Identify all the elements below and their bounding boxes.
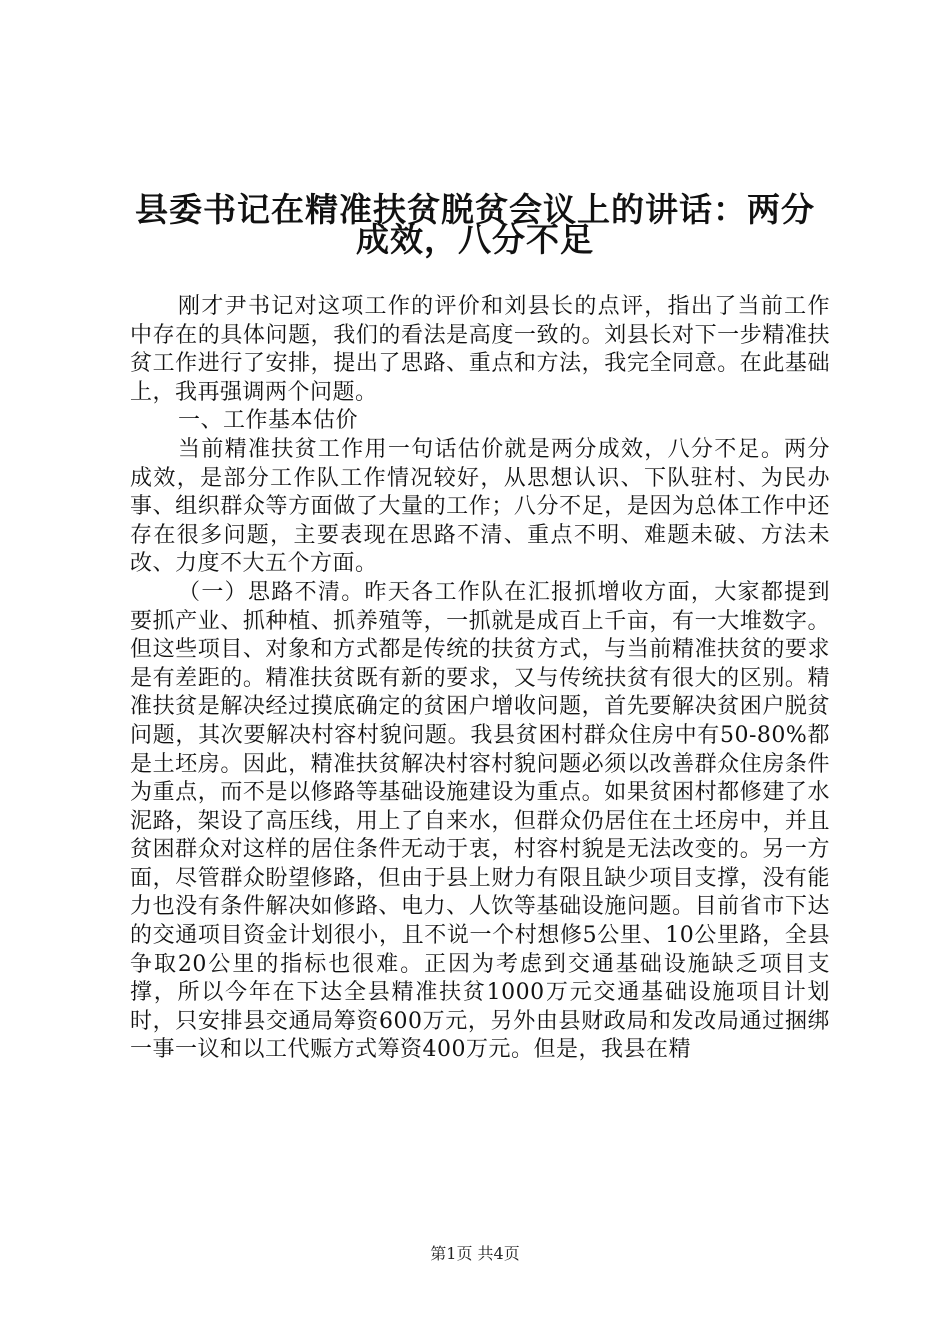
document-title-line-2: 成效，八分不足 <box>356 220 594 259</box>
document-title-line-1: 县委书记在精准扶贫脱贫会议上的讲话：两分 <box>135 190 815 229</box>
document-body <box>130 293 830 1065</box>
paragraph-assessment: 当前精准扶贫工作用一句话估价就是两分成效，八分不足。两分成效，是部分工作队工作情况较好，从思想认识、下队驻村、为民办事、组织群众等方面做了大量的工作；八分不足，是因为总体工作中还存在很多问题，主要表现在思路不清、重点不明、难题未破、方法未改、力度不大五个方面。 <box>130 436 830 577</box>
section-heading-1: 一、工作基本估价 <box>178 408 359 434</box>
paragraph-subsection-1: （一）思路不清。昨天各工作队在汇报抓增收方面，大家都提到要抓产业、抓种植、抓养殖等，一抓就是成百上千亩，有一大堆数字。但这些项目、对象和方式都是传统的扶贫方式，与当前精准扶贫的要求是有差距的。精准扶贫既有新的要求，又与传统扶贫有很大的区别。精准扶贫是解决经过摸底确定的贫困户增收问题，首先要解决贫困户脱贫问题，其次要解决村容村貌问题。我县贫困村群众住房中有50-80%都是土坯房。因此，精准扶贫解决村容村貌问题必须以改善群众住房条件为重点，而不是以修路等基础设施建设为重点。如果贫困村都修建了水泥路，架设了高压线，用上了自来水，但群众仍居住在土坯房中，并且贫困群众对这样的居住条件无动于衷，村容村貌是无法改变的。另一方面，尽管群众盼望修路，但由于县上财力有限且缺少项目支撑，没有能力也没有条件解决如修路、电力、人饮等基础设施问题。目前省市下达的交通项目资金计划很小，且不说一个村想修5公里、10公里路，全县争取20公里的指标也很难。正因为考虑到交通基础设施缺乏项目支撑，所以今年在下达全县精准扶贫1000万元交通基础设施项目计划时，只安排县交通局筹资600万元，另外由县财政局和发改局通过捆绑一事一议和以工代赈方式筹资400万元。但是，我县在精 <box>130 579 830 1063</box>
page-footer: 第1页 共4页 <box>430 1244 520 1263</box>
paragraph-intro: 刚才尹书记对这项工作的评价和刘县长的点评，指出了当前工作中存在的具体问题，我们的看法是高度一致的。刘县长对下一步精准扶贫工作进行了安排，提出了思路、重点和方法，我完全同意。在此基础上，我再强调两个问题。 <box>130 294 830 405</box>
